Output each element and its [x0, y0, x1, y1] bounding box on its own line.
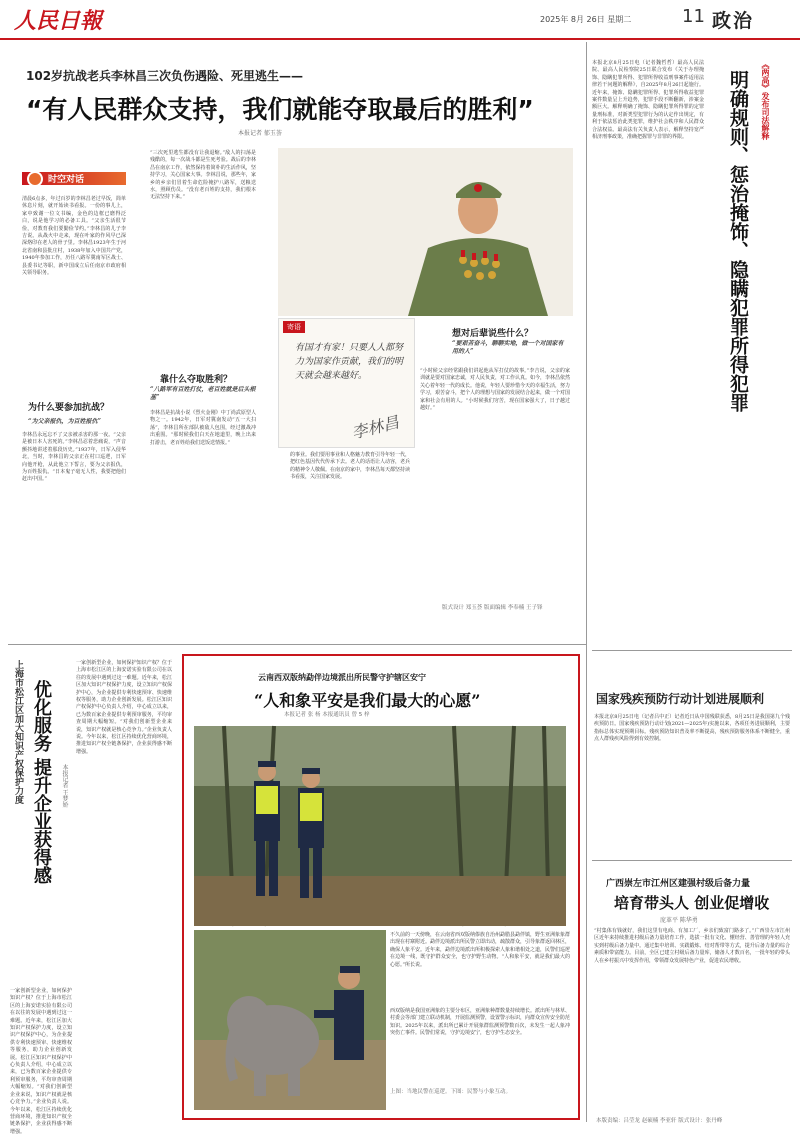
sidebar-bot-headline: 培育带头人 创业促增收	[614, 894, 770, 912]
feature-col3-text2: 的事业。我们要用事业和人格魅力教育引导年轻一代，把红色基因代代传承下去。老人的话语让人动容，老兵的精神令人敬佩。在南京的家中，李林昌每天都坚持读书看报，关注国家发展。	[290, 452, 411, 481]
feature-col2-heading: 靠什么夺取胜利？	[160, 375, 233, 385]
center-story-headline: “人和象平安是我们最大的心愿”	[254, 691, 481, 710]
elephant-photo-illustration	[194, 930, 386, 1110]
newspaper-logo: 人民日報	[14, 8, 103, 34]
feature-col1-quote: “为父亲报仇，为百姓报仇”	[28, 418, 101, 425]
feature-byline: 本报记者 郁玉荟	[238, 130, 282, 137]
sidebar-mid-rule	[592, 650, 792, 651]
sidebar-mid-text: 本报北京8月25日电（记者吕中正）记者近日从中国残联获悉，8月25日是我国第九个残疾预防日。国家残疾预防行动计划(2021—2025年)实施以来，各项任务进展顺利，主要指标总体实现预期目标。残疾预防知识普及率不断提高，残疾预防服务体系不断健全，重点人群残疾风险得到有效控制。	[594, 714, 790, 743]
left-story-text-b: 一家创新型企业，如何保护知识产权？位于上海市松江区的上海安诺实验有限公司在以往的发展中遇到过这一难题。近年来，松江区加大知识产权保护力度，设立知识产权保护中心，为企业提供专利快速预审、快速维权等服务，助力企业创新发展。松江区知识产权保护中心负责人介绍，中心成立以来，已为数百家企业提供专利预审服务，平均审查周期大幅缩短。“对我们创新型企业来说，知识产权就是核心竞争力。”企业负责人说。今年以来，松江区持续优化营商环境，推进知识产权全链条保护，企业获得感不断增强。	[10, 988, 72, 1135]
feature-col1-text2: 李林昌永远忘不了父亲被杀害的那一夜。“父亲是被日本人害死的。”李林昌忍着悲痛说，“声音颤抖地讲述着那段历史。”1937年，日军入侵华北，当时，李林昌的父亲正在村口巡逻，日军向他开枪，从此他立下誓言，要为父亲报仇，为百姓报仇。“日本鬼子毫无人性，我要把他们赶出中国。”	[22, 432, 126, 483]
sidebar-bot-rule	[592, 860, 792, 861]
elephant-photo	[194, 930, 386, 1110]
center-story-text2: 西双版纳是我国亚洲象的主要分布区，亚洲象种群数量持续增长。派出所与林草、村委会等部门建立联动机制，开展监测预警，设置警示标识，向群众宣传安全防范知识。2025年以来，派出所已累计开展象群监测预警数百次，未发生一起人象冲突伤亡事件。民警们常说，守护边境安宁，也守护生态安全。	[390, 1008, 571, 1037]
column-badge-label: 时空对话	[48, 175, 85, 185]
sidebar-bot-text: “村集体有钱就好，我们这里有电商、有加工厂，乡亲们致富门路多了。”广西崇左市江州区近年来持续推进村级后备力量培育工作，选拔一批有文化、懂经营、善管理的年轻人充实到村级后备力量中。通过集中培训、实践锻炼、结对帮带等方式，提升后备力量的综合素质和带富能力。目前，全区已建立村级后备力量库，储备人才数百名，一批年轻的带头人在乡村振兴中发挥作用，带领群众发展特色产业，促进农民增收。	[594, 928, 790, 964]
page-editors: 本版责编：吕莹龙 赵硕楠 李亚轩 版式设计：张丹峰	[596, 1118, 723, 1124]
left-story-vhead2: 优化服务 提升企业获得感	[31, 680, 52, 885]
veteran-photo	[278, 148, 573, 316]
left-story-text: 一家创新型企业，如何保护知识产权？位于上海市松江区的上海安诺实验有限公司在以往的发展中遇到过这一难题。近年来，松江区加大知识产权保护力度，设立知识产权保护中心，为企业提供专利快速预审、快速维权等服务，助力企业创新发展。松江区知识产权保护中心负责人介绍，中心成立以来，已为数百家企业提供专利预审服务，平均审查周期大幅缩短。“对我们创新型企业来说，知识产权就是核心竞争力。”企业负责人说。今年以来，松江区持续优化营商环境，推进知识产权全链条保护，企业获得感不断增强。	[76, 660, 172, 755]
note-label: 寄语	[283, 321, 305, 333]
police-patrol-photo	[194, 726, 566, 926]
center-story-byline: 本报记者 张 杨 本报通讯员 曾 5 梓	[284, 712, 370, 718]
page-number: 11	[682, 6, 705, 27]
issue-date: 2025年 8月 26日 星期二	[540, 15, 632, 24]
veteran-photo-illustration	[278, 148, 573, 316]
note-signature: 李林昌	[349, 412, 401, 443]
feature-col2-quote: “八路军有百姓打仗，老百姓就是后头根基”	[150, 386, 256, 401]
police-patrol-illustration	[194, 726, 566, 926]
center-story-box	[182, 654, 580, 1120]
feature-col1-heading: 为什么要参加抗战？	[28, 403, 110, 413]
sidebar-bot-byline: 庞革平 陈华勇	[660, 917, 698, 924]
center-story-kicker: 云南西双版纳勐伴边境派出所民警守护辖区安宁	[258, 673, 426, 682]
sidebar-top-tag: 《两高》发布司法解释	[761, 60, 770, 140]
feature-col2-text: “三次死里逃生都没有让我退缩。”敌人的扫荡是残酷的，每一次战斗都是生死考验。战后的李林昌在南京工作，依然保持着简朴的生活作风，坚持学习，关心国家大事。李林昌说，那些年，家乡的乡亲们冒着生命危险掩护八路军，送粮送水，照顾伤员。“没有老百姓的支持，我们根本无法坚持下来。”	[150, 150, 256, 201]
masthead-rule	[0, 38, 800, 40]
note-text: 有国才有家！只要人人都努力为国家作贡献，我们的明天就会越来越好。	[295, 343, 404, 381]
photo-caption: 上图：当地民警在巡逻。下图：民警与小象互动。	[390, 1089, 512, 1095]
handwritten-note	[278, 318, 415, 448]
feature-col1-text: 清晨6点多，年过百岁的李林昌老过早饭，简单休息片刻，就开始读书看报。一份的事儿上，家中致谢一位文书编，金色的边框已磨得泛白，说是他学习的必备工具。“父亲生活很节俭，对教育我们要勤俭节约。”李林昌的儿子李吉说。从战火中走来，现在叶家的作风早已深深烙印在老人的骨子里。李林昌1923年生于河北省南和县批庄村，1938年加入中国共产党，1940年参加工作，历任八路军冀南军区战士、县委书记等职，新中国成立后任南京市政府相关领导职务。	[22, 196, 126, 277]
feature-col3-text: “小时候父亲经常跟我们讲起他从军打仗的故事。”李吉说，父亲的家训就是要对国家忠诚，对人民负责，对工作认真。如今，李林昌依然关心着年轻一代的成长。他说，年轻人要珍惜今天的幸福生活，努力学习，艰苦奋斗，把个人的理想与国家的发展结合起来，做一个对国家和社会有用的人。“小时候我们穷苦，现在国家强大了，日子越过越好。”	[420, 368, 571, 412]
sidebar-top-text: 本报北京8月25日电（记者魏哲哲）最高人民法院、最高人民检察院25日联合发布《关于办理掩饰、隐瞒犯罪所得、犯罪所得收益刑事案件适用法律若干问题的解释》，自2025年8月26日起施行。近年来，掩饰、隐瞒犯罪所得、犯罪所得收益犯罪案件数量呈上升趋势，犯罪手段不断翻新，涉案金额巨大。解释明确了掩饰、隐瞒犯罪所得罪的定罪量刑标准，对新类型犯罪行为的认定作出规定，有利于依法惩治此类犯罪，维护社会秩序和人民群众合法权益。最高法有关负责人表示，解释坚持宽严相济刑事政策，准确把握罪与非罪的界限。	[592, 60, 704, 141]
feature-headline: “有人民群众支持，我们就能夺取最后的胜利”	[26, 95, 534, 124]
sidebar-mid-headline: 国家残疾预防行动计划进展顺利	[596, 692, 765, 706]
center-story-text1: 不久前的一天傍晚，在云南省西双版纳傣族自治州勐腊县勐伴镇，野生亚洲象象群出现在村寨附近。勐伴边境派出所民警立即出动，疏散群众，引导象群返回林区，确保人象平安。近年来，勐伴边境派出所积极探索人象和谐相处之道，民警们巡逻在边境一线，既守护群众安全，也守护野生动物。“人和象平安，就是我们最大的心愿。”所长说。	[390, 932, 571, 968]
main-separator	[8, 644, 586, 645]
left-story-vhead1: 上海市松江区加大知识产权保护力度	[13, 660, 23, 804]
masthead	[0, 0, 800, 40]
sidebar-top-headline: 明确规则、惩治掩饰、隐瞒犯罪所得犯罪	[727, 70, 749, 412]
column-badge	[22, 168, 126, 190]
right-column-separator	[586, 42, 587, 1122]
feature-editors: 版式设计 郑玉荟 版面编辑 李奉楠 王子锋	[442, 605, 543, 611]
feature-col2-text2: 李林昌是抗战小说《烈火金刚》中丁尚武原型人物之一。1942年，日军对冀南发动“五一大扫荡”，李林昌所在部队被敌人包围，经过激战冲出重围。“那时候我们白天在地道里，晚上出来打游击，老百姓给我们送饭送情报。”	[150, 410, 256, 446]
left-story-byline: 本报记者 王梦娇	[61, 764, 68, 808]
feature-col3-quote: “要艰苦奋斗，聊聊实地，做一个对国家有用的人”	[452, 340, 564, 355]
section-name: 政治	[712, 10, 755, 32]
feature-col3-heading: 想对后辈说些什么？	[452, 329, 534, 339]
clock-icon	[27, 171, 43, 187]
sidebar-bot-kicker: 广西崇左市江州区建强村级后备力量	[606, 879, 751, 889]
feature-kicker: 102岁抗战老兵李林昌三次负伤遇险、死里逃生——	[26, 69, 304, 83]
